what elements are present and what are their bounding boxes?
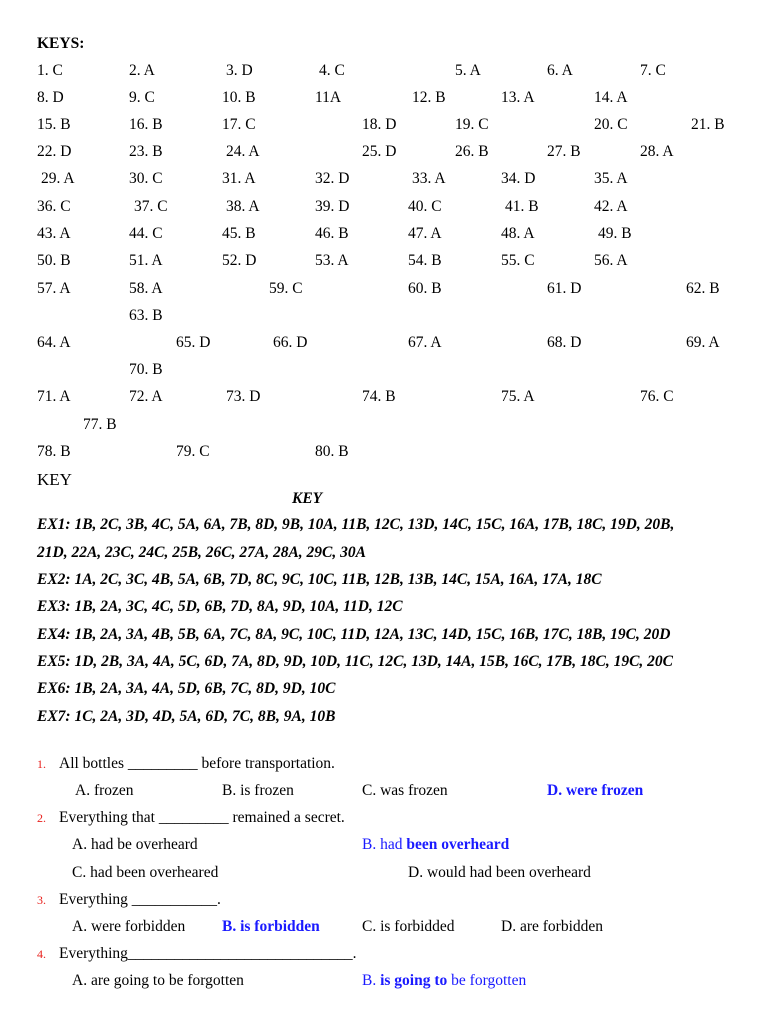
answer-key-38: 38. A (226, 198, 260, 215)
option-c: C. had been overheared (72, 864, 219, 881)
answer-key-71: 71. A (37, 388, 71, 405)
answer-key-68: 68. D (547, 334, 582, 351)
answer-key-29: 29. A (41, 170, 75, 187)
exercise-key-line: EX5: 1D, 2B, 3A, 4A, 5C, 6D, 7A, 8D, 9D, 10D, 11C, 12C, 13D, 14A, 15B, 16C, 17B, 18C, 19C, 20C (37, 653, 674, 670)
exercise-key-line: EX6: 1B, 2A, 3A, 4A, 5D, 6B, 7C, 8D, 9D, 10C (37, 680, 336, 697)
question-stem: Everything that _________ remained a secret. (59, 809, 345, 826)
option-b-correct (362, 972, 526, 990)
answer-key-34: 34. D (501, 170, 536, 187)
option-b-prefix: B. had (362, 836, 403, 853)
answer-key-35: 35. A (594, 170, 628, 187)
answer-key-1: 1. C (37, 62, 63, 79)
answer-key-62: 62. B (686, 280, 720, 297)
answer-key-17: 17. C (222, 116, 256, 133)
answer-key-27: 27. B (547, 143, 581, 160)
question-stem: All bottles _________ before transportation. (59, 755, 335, 772)
answer-key-51: 51. A (129, 252, 163, 269)
answer-key-70: 70. B (129, 361, 163, 378)
answer-key-43: 43. A (37, 225, 71, 242)
exercise-key-line: EX7: 1C, 2A, 3D, 4D, 5A, 6D, 7C, 8B, 9A, 10B (37, 708, 336, 725)
answer-key-72: 72. A (129, 388, 163, 405)
key-heading: KEY (292, 490, 323, 507)
answer-key-7: 7. C (640, 62, 666, 79)
answer-key-47: 47. A (408, 225, 442, 242)
answer-key-24: 24. A (226, 143, 260, 160)
option-a: A. are going to be forgotten (72, 972, 244, 989)
exercise-key-line: 21D, 22A, 23C, 24C, 25B, 26C, 27A, 28A, 29C, 30A (37, 544, 366, 561)
option-c: C. was frozen (362, 782, 448, 799)
answer-key-12: 12. B (412, 89, 446, 106)
answer-key-73: 73. D (226, 388, 261, 405)
option-b-correct: B. is forbidden (222, 918, 320, 935)
answer-key-61: 61. D (547, 280, 582, 297)
answer-key-39: 39. D (315, 198, 350, 215)
answer-key-22: 22. D (37, 143, 72, 160)
question-stem: Everything ___________. (59, 891, 221, 908)
answer-key-2: 2. A (129, 62, 155, 79)
answer-key-6: 6. A (547, 62, 573, 79)
answer-key-8: 8. D (37, 89, 64, 106)
answer-key-25: 25. D (362, 143, 397, 160)
answer-key-56: 56. A (594, 252, 628, 269)
answer-key-80: 80. B (315, 443, 349, 460)
option-b-highlight: is going to (380, 972, 448, 989)
answer-key-9: 9. C (129, 89, 155, 106)
answer-key-19: 19. C (455, 116, 489, 133)
answer-key-77: 77. B (83, 416, 117, 433)
option-b-suffix: be forgotten (451, 972, 527, 989)
answer-key-66: 66. D (273, 334, 308, 351)
answer-key-4: 4. C (319, 62, 345, 79)
answer-key-33: 33. A (412, 170, 446, 187)
answer-key-76: 76. C (640, 388, 674, 405)
answer-key-45: 45. B (222, 225, 256, 242)
answer-key-67: 67. A (408, 334, 442, 351)
answer-key-31: 31. A (222, 170, 256, 187)
answer-key-64: 64. A (37, 334, 71, 351)
option-b-prefix: B. (362, 972, 377, 989)
answer-key-11: 11A (315, 89, 342, 106)
question-number: 2. (37, 811, 46, 825)
option-c: C. is forbidded (362, 918, 455, 935)
option-b-highlight: been overheard (406, 836, 510, 853)
answer-key-53: 53. A (315, 252, 349, 269)
answer-key-49: 49. B (598, 225, 632, 242)
answer-key-21: 21. B (691, 116, 725, 133)
answer-key-37: 37. C (134, 198, 168, 215)
answer-key-15: 15. B (37, 116, 71, 133)
answer-key-59: 59. C (269, 280, 303, 297)
exercise-key-line: EX2: 1A, 2C, 3C, 4B, 5A, 6B, 7D, 8C, 9C, 10C, 11B, 12B, 13B, 14C, 15A, 16A, 17A, 18C (37, 571, 602, 588)
answer-key-16: 16. B (129, 116, 163, 133)
answer-key-52: 52. D (222, 252, 257, 269)
answer-key-58: 58. A (129, 280, 163, 297)
option-a: A. were forbidden (72, 918, 186, 935)
answer-key-69: 69. A (686, 334, 720, 351)
option-d-correct: D. were frozen (547, 782, 644, 799)
answer-key-18: 18. D (362, 116, 397, 133)
answer-key-23: 23. B (129, 143, 163, 160)
question-number: 3. (37, 893, 46, 907)
answer-key-14: 14. A (594, 89, 628, 106)
option-b-correct (362, 836, 509, 854)
answer-key-5: 5. A (455, 62, 481, 79)
answer-key-60: 60. B (408, 280, 442, 297)
answer-key-46: 46. B (315, 225, 349, 242)
answer-key-20: 20. C (594, 116, 628, 133)
answer-key-44: 44. C (129, 225, 163, 242)
answer-key-3: 3. D (226, 62, 253, 79)
answer-key-54: 54. B (408, 252, 442, 269)
exercise-key-line: EX1: 1B, 2C, 3B, 4C, 5A, 6A, 7B, 8D, 9B, 10A, 11B, 12C, 13D, 14C, 15C, 16A, 17B, 18C, 19D, 20B, (37, 516, 675, 533)
answer-key-79: 79. C (176, 443, 210, 460)
answer-key-13: 13. A (501, 89, 535, 106)
answer-key-50: 50. B (37, 252, 71, 269)
answer-key-26: 26. B (455, 143, 489, 160)
option-a: A. frozen (75, 782, 134, 799)
question-stem: Everything_____________________________. (59, 945, 357, 962)
answer-key-74: 74. B (362, 388, 396, 405)
exercise-key-line: EX4: 1B, 2A, 3A, 4B, 5B, 6A, 7C, 8A, 9C, 10C, 11D, 12A, 13C, 14D, 15C, 16B, 17C, 18B, 19C, 20D (37, 626, 671, 643)
answer-key-32: 32. D (315, 170, 350, 187)
key-label: KEY (37, 470, 72, 489)
answer-key-75: 75. A (501, 388, 535, 405)
exercise-key-line: EX3: 1B, 2A, 3C, 4C, 5D, 6B, 7D, 8A, 9D, 10A, 11D, 12C (37, 598, 403, 615)
answer-key-63: 63. B (129, 307, 163, 324)
answer-key-78: 78. B (37, 443, 71, 460)
answer-key-10: 10. B (222, 89, 256, 106)
option-d: D. are forbidden (501, 918, 603, 935)
question-number: 1. (37, 757, 46, 771)
answer-key-48: 48. A (501, 225, 535, 242)
option-b: B. is frozen (222, 782, 294, 799)
answer-key-65: 65. D (176, 334, 211, 351)
question-number: 4. (37, 947, 46, 961)
answer-key-41: 41. B (505, 198, 539, 215)
answer-key-57: 57. A (37, 280, 71, 297)
option-a: A. had be overheard (72, 836, 198, 853)
keys-title: KEYS: (37, 35, 85, 52)
answer-key-30: 30. C (129, 170, 163, 187)
answer-key-28: 28. A (640, 143, 674, 160)
answer-key-40: 40. C (408, 198, 442, 215)
answer-key-55: 55. C (501, 252, 535, 269)
answer-key-42: 42. A (594, 198, 628, 215)
option-d: D. would had been overheard (408, 864, 591, 881)
answer-key-36: 36. C (37, 198, 71, 215)
